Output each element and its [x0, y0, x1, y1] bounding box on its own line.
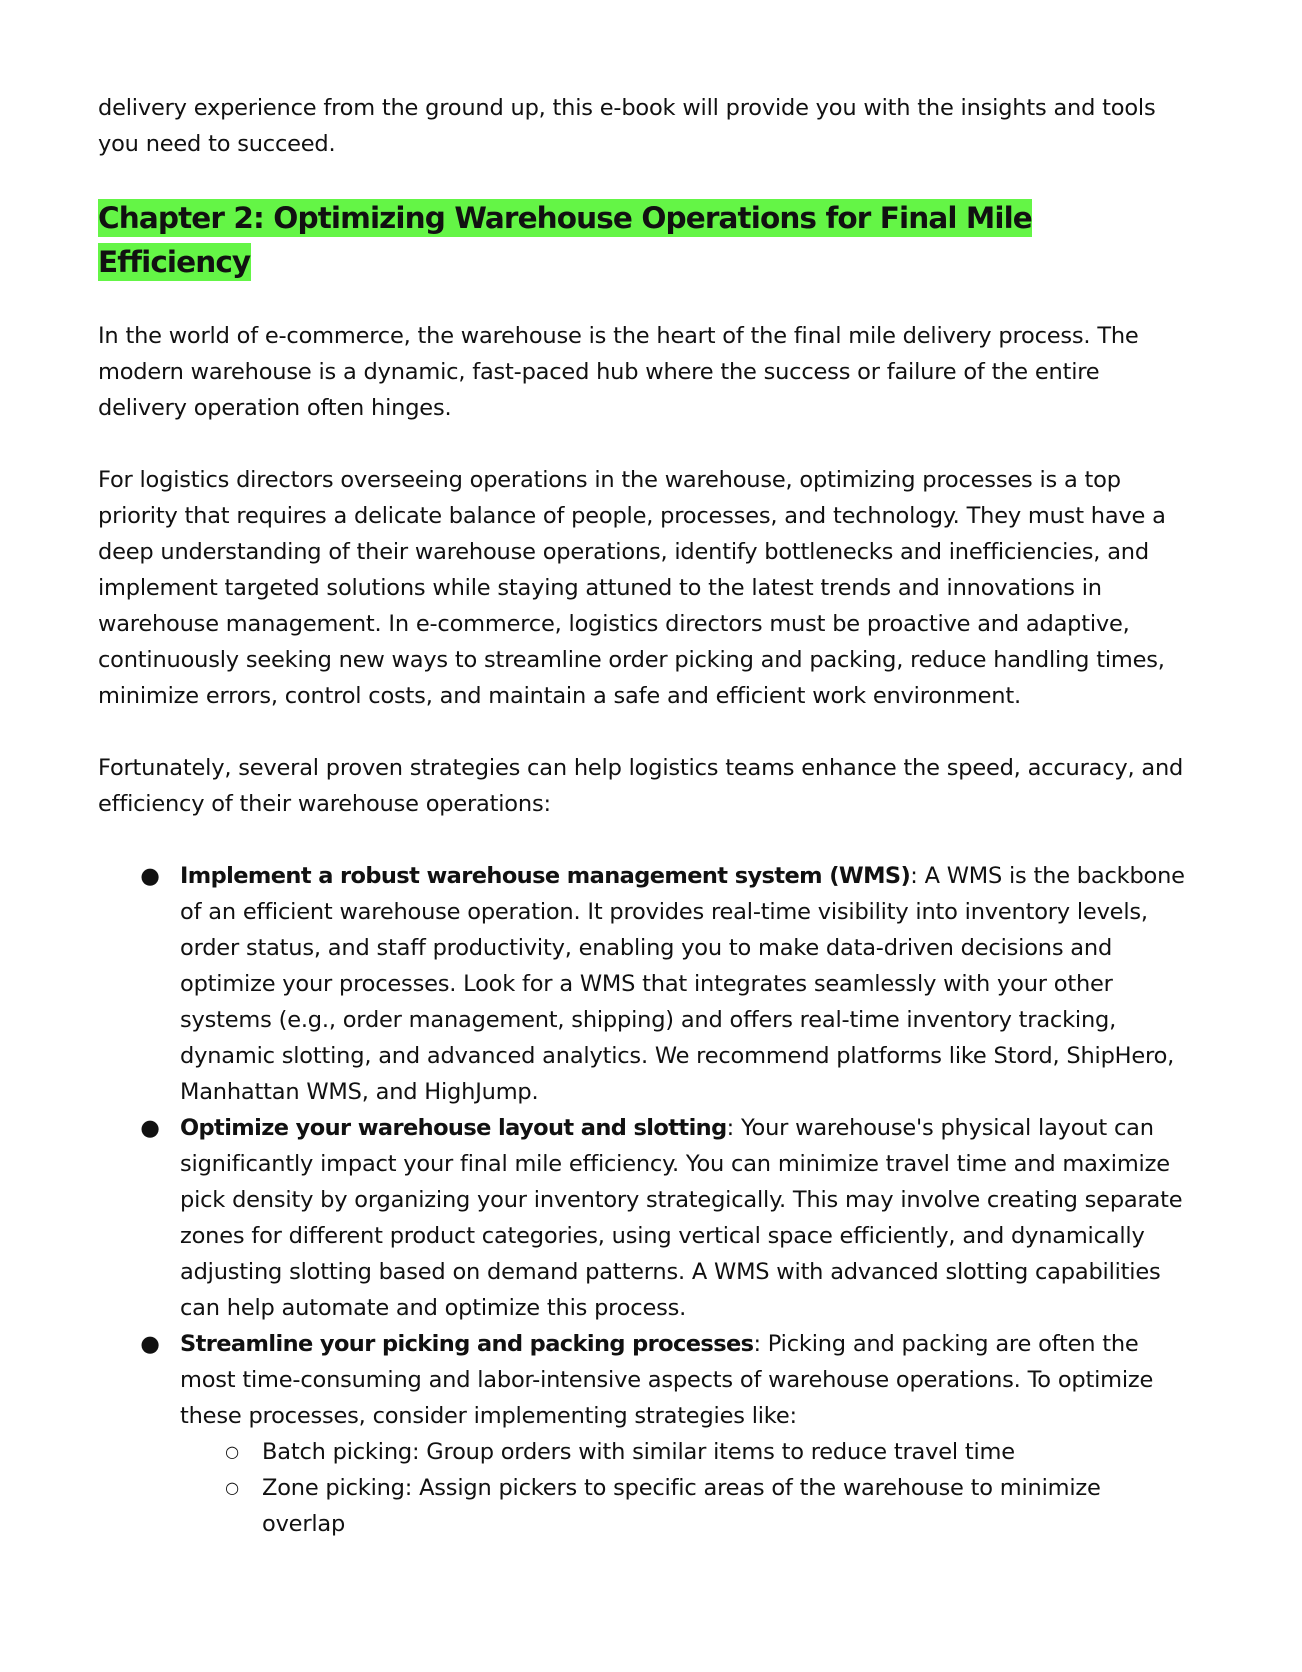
bullet-circle-icon: ○ — [225, 1442, 239, 1461]
intro-paragraph: delivery experience from the ground up, this e-book will provide you with the insights and tools you need to succeed. — [98, 95, 1156, 157]
strategy-text: : Picking and packing are often the most time-consuming and labor-intensive aspects of warehouse operations. To optimize these processes, consider implementing strategies like: — [180, 1331, 1154, 1429]
bullet-dot-icon: ● — [140, 863, 160, 889]
bullet-dot-icon: ● — [140, 1331, 160, 1357]
chapter-heading — [98, 196, 1187, 284]
bullet-dot-icon: ● — [140, 1115, 160, 1141]
bullet-circle-icon: ○ — [225, 1478, 239, 1497]
strategy-item-picking — [98, 1326, 1187, 1542]
strategy-item-wms — [98, 858, 1187, 1110]
body-paragraph-1: In the world of e-commerce, the warehouse is the heart of the final mile delivery process. The modern warehouse is a dynamic, fast-paced hub where the success or failure of the entire delivery operation often hinges. — [98, 323, 1139, 421]
strategy-title: Implement a robust warehouse management system (WMS) — [180, 863, 911, 889]
chapter-title-highlight: Chapter 2: Optimizing Warehouse Operations for Final Mile Efficiency — [98, 201, 1032, 279]
sub-item-zone-picking — [180, 1470, 1187, 1542]
sub-item-batch-picking — [180, 1434, 1187, 1470]
sub-item-text: Zone picking: Assign pickers to specific areas of the warehouse to minimize overlap — [262, 1475, 1101, 1537]
strategy-title: Optimize your warehouse layout and slotting — [180, 1115, 727, 1141]
body-paragraph-2: For logistics directors overseeing operations in the warehouse, optimizing processes is a top priority that requires a delicate balance of people, processes, and technology. They must have a deep understanding of their warehouse operations, identify bottlenecks and inefficiencies, and implement targeted solutions while staying attuned to the latest trends and innovations in warehouse management. In e-commerce, logistics directors must be proactive and adaptive, continuously seeking new ways to streamline order picking and packing, reduce handling times, minimize errors, control costs, and maintain a safe and efficient work environment. — [98, 467, 1166, 709]
strategy-title: Streamline your picking and packing processes — [180, 1331, 754, 1357]
strategy-text: : Your warehouse's physical layout can significantly impact your final mile efficiency. You can minimize travel time and maximize pick density by organizing your inventory strategically. This may involve creating separate zones for different product categories, using vertical space efficiently, and dynamically adjusting slotting based on demand patterns. A WMS with advanced slotting capabilities can help automate and optimize this process. — [180, 1115, 1183, 1321]
picking-strategy-sublist — [180, 1434, 1187, 1542]
strategy-item-layout — [98, 1110, 1187, 1326]
body-paragraph-3: Fortunately, several proven strategies can help logistics teams enhance the speed, accuracy, and efficiency of their warehouse operations: — [98, 755, 1184, 817]
strategy-text: : A WMS is the backbone of an efficient warehouse operation. It provides real-time visibility into inventory levels, order status, and staff productivity, enabling you to make data-driven decisions and optimize your processes. Look for a WMS that integrates seamlessly with your other systems (e.g., order management, shipping) and offers real-time inventory tracking, dynamic slotting, and advanced analytics. We recommend platforms like Stord, ShipHero, Manhattan WMS, and HighJump. — [180, 863, 1185, 1105]
strategy-list — [98, 858, 1187, 1542]
sub-item-text: Batch picking: Group orders with similar items to reduce travel time — [262, 1439, 1015, 1465]
